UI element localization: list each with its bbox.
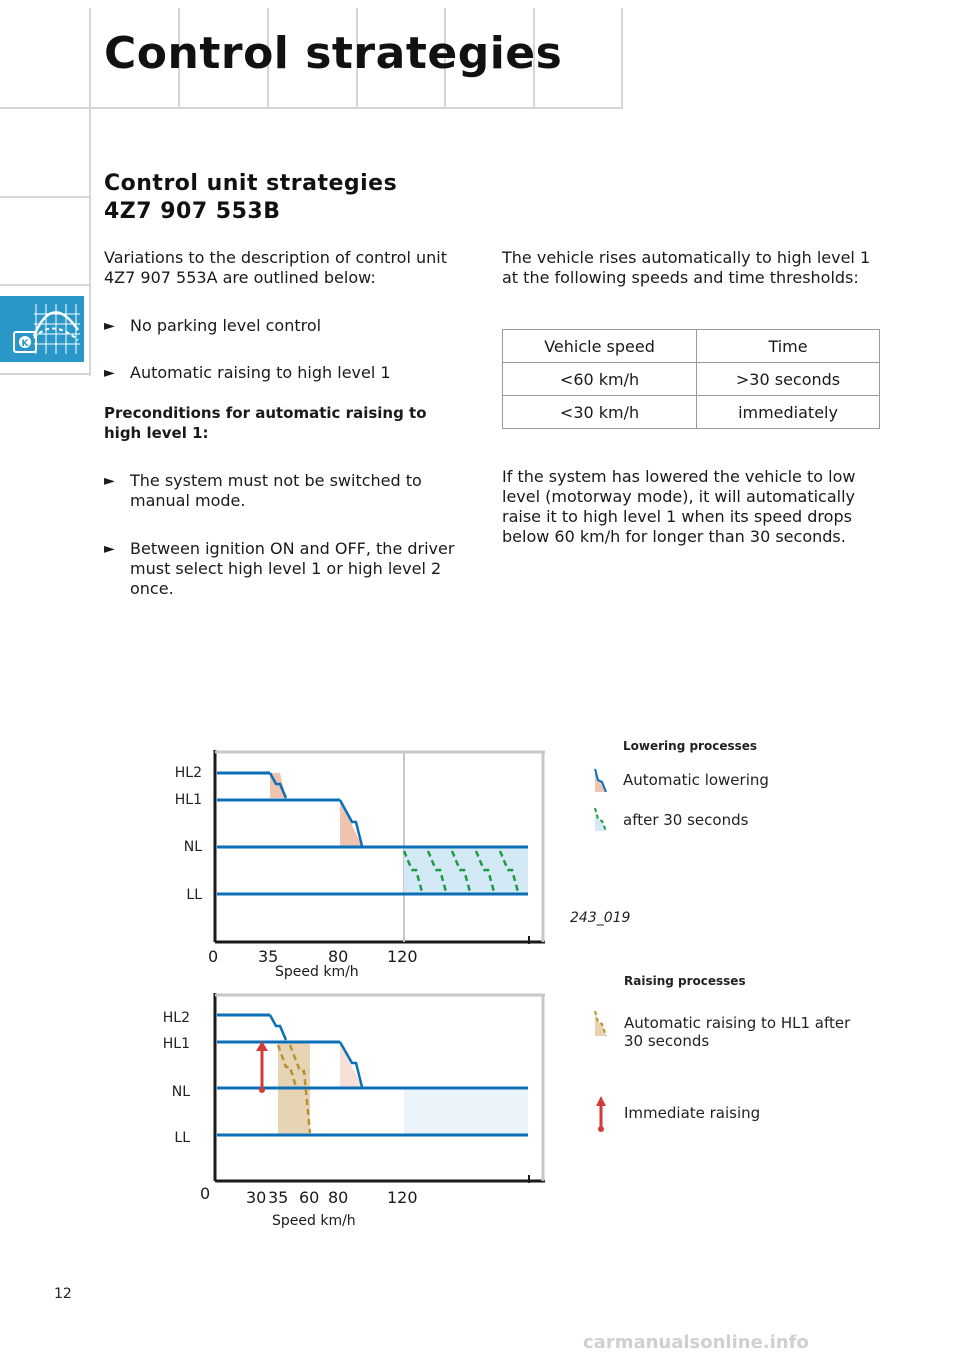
section-title-line1: Control unit strategies xyxy=(104,171,398,196)
x-tick-label: 0 xyxy=(200,1184,211,1203)
list-item xyxy=(104,471,464,511)
table-cell: immediately xyxy=(697,396,880,429)
automatic-lowering-icon xyxy=(590,766,612,796)
list-item-text: The system must not be switched to manual mode. xyxy=(130,471,422,510)
speed-time-table xyxy=(502,329,880,429)
x-tick-label: 120 xyxy=(387,1188,418,1207)
level-label: LL xyxy=(174,1130,190,1146)
watermark: carmanualsonline.info xyxy=(583,1332,809,1353)
motorway-fill xyxy=(404,1088,528,1134)
level-label: NL xyxy=(183,839,202,855)
x-tick-label: 80 xyxy=(328,947,349,966)
x-tick-label: 35 xyxy=(268,1188,289,1207)
legend-item: Automatic lowering xyxy=(623,771,769,789)
legend-heading: Lowering processes xyxy=(623,739,758,753)
grid-line xyxy=(89,108,91,376)
grid-line xyxy=(0,284,90,286)
immediate-raising-dot xyxy=(259,1087,265,1093)
list-item xyxy=(104,363,464,383)
lowering-chart xyxy=(150,740,570,980)
bullet-arrow-icon: ► xyxy=(104,318,115,334)
level-label: LL xyxy=(186,887,202,903)
x-tick-label: 120 xyxy=(387,947,418,966)
list-item-text: Between ignition ON and OFF, the driver must select high level 1 or high level 2 once. xyxy=(130,539,455,598)
delayed-lowering-icon xyxy=(590,805,612,835)
immediate-raising-icon xyxy=(592,1094,610,1134)
page-title: Control strategies xyxy=(104,28,563,79)
x-axis-label: Speed km/h xyxy=(275,964,359,980)
level-label: HL1 xyxy=(162,1036,190,1052)
table-header: Vehicle speed xyxy=(503,330,697,363)
list-item xyxy=(104,539,464,599)
table-header-row xyxy=(503,330,880,363)
bullet-arrow-icon: ► xyxy=(104,541,115,557)
x-tick-label: 35 xyxy=(258,947,279,966)
figure-id: 243_019 xyxy=(570,910,631,926)
list-item-text: Automatic raising to high level 1 xyxy=(130,363,391,382)
level-label: NL xyxy=(171,1084,190,1100)
motorway-note: If the system has lowered the vehicle to low level (motorway mode), it will automatically raise it to high level 1 when its speed drops below 60 km/h for longer than 30 seconds. xyxy=(502,467,856,546)
chapter-icon xyxy=(0,296,84,362)
preconditions-heading: Preconditions for automatic raising to high level 1: xyxy=(104,404,427,442)
lowering-step-hl2 xyxy=(270,1015,286,1040)
legend-heading: Raising processes xyxy=(624,974,746,988)
section-title-line2: 4Z7 907 553B xyxy=(104,199,281,224)
level-label: HL2 xyxy=(174,765,202,781)
bullet-arrow-icon: ► xyxy=(104,473,115,489)
intro-text: Variations to the description of control unit 4Z7 907 553A are outlined below: xyxy=(104,248,447,287)
grid-line xyxy=(0,196,90,198)
level-label: HL2 xyxy=(162,1010,190,1026)
table-header: Time xyxy=(697,330,880,363)
x-tick-label: 60 xyxy=(299,1188,320,1207)
grid-line xyxy=(89,8,91,108)
table-row xyxy=(503,363,880,396)
table-row xyxy=(503,396,880,429)
grid-line xyxy=(621,8,623,108)
table-cell: >30 seconds xyxy=(697,363,880,396)
legend-item: Automatic raising to HL1 after 30 seconds xyxy=(624,1014,851,1050)
list-item xyxy=(104,316,464,336)
legend-item: after 30 seconds xyxy=(623,811,749,829)
list-item-text: No parking level control xyxy=(130,316,322,335)
grid-line xyxy=(0,373,90,375)
level-label: HL1 xyxy=(174,792,202,808)
right-intro-text: The vehicle rises automatically to high level 1 at the following speeds and time thresholds: xyxy=(502,248,871,287)
legend-item: Immediate raising xyxy=(624,1104,761,1122)
table-cell: <30 km/h xyxy=(503,396,697,429)
svg-text:K: K xyxy=(21,339,29,349)
bullet-arrow-icon: ► xyxy=(104,365,115,381)
x-tick-label: 80 xyxy=(328,1188,349,1207)
table-cell: <60 km/h xyxy=(503,363,697,396)
section-title xyxy=(104,170,397,226)
x-tick-label: 30 xyxy=(246,1188,267,1207)
x-axis-label: Speed km/h xyxy=(272,1213,356,1229)
raising-chart xyxy=(150,985,570,1195)
page-number: 12 xyxy=(54,1286,72,1302)
x-tick-label: 0 xyxy=(208,947,219,966)
automatic-raising-icon xyxy=(590,1008,612,1040)
grid-line xyxy=(0,107,623,109)
